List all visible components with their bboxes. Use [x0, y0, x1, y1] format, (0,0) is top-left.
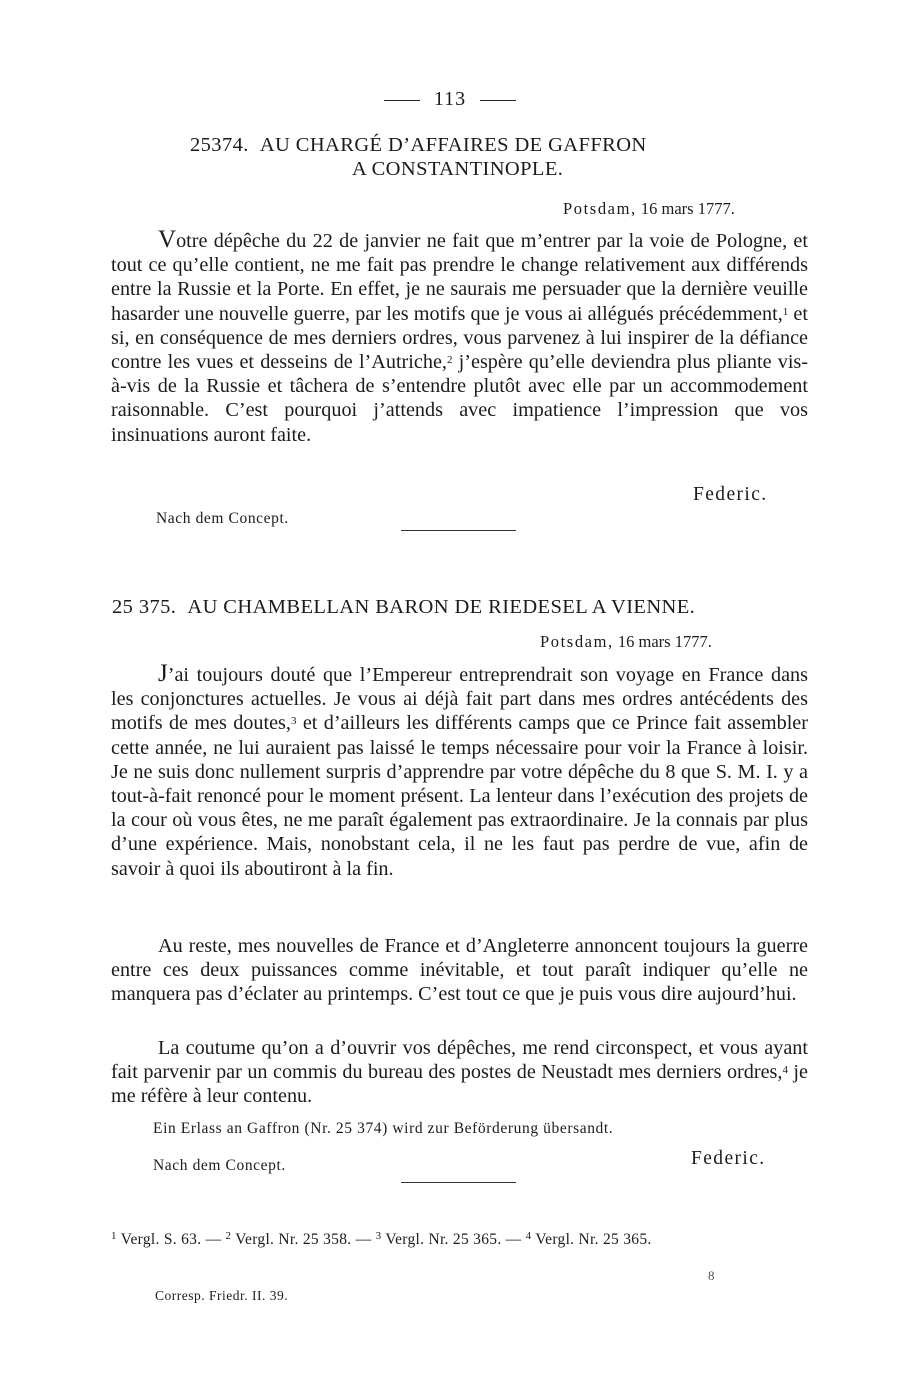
series-reference: Corresp. Friedr. II. 39.: [155, 1288, 289, 1303]
letter1-source-note: Nach dem Concept.: [156, 510, 289, 527]
letter2-dateline: [540, 632, 712, 652]
letter1-initial: V: [158, 226, 177, 253]
letter1-number: 25374.: [190, 134, 249, 156]
letter2-paragraph-2: Au reste, mes nouvelles de France et d’Angleterre annoncent toujours la guerre entre ces deux puissances comme inévitable, et tout paraît indiquer qu’elle ne manquera pas d’éclater au printemps. C’est tout ce que je puis vous dire aujourd’hui.: [111, 935, 808, 1006]
letter2-heading-text: AU CHAMBELLAN BARON DE RIEDESEL A VIENNE.: [187, 596, 696, 618]
letter2-enclosure-note: Ein Erlass an Gaffron (Nr. 25 374) wird zur Beförderung übersandt.: [153, 1120, 614, 1137]
footnote-text-2: Vergl. Nr. 25 358. —: [231, 1231, 376, 1248]
letter1-heading-line1: [190, 134, 647, 157]
letter1-body: Votre dépêche du 22 de janvier ne fait que m’entrer par la voie de Pologne, et tout ce qu’elle contient, ne me fait pas prendre le change relativement aux différends entre la Russie et la Porte. En effet, je ne saurais me persuader que la dernière veuille hasarder une nouvelle guerre, par les motifs que je vous ai allégués précédemment,$^1$ et si, en conséquence de mes derniers ordres, vous parvenez à lui inspirer de la défiance contre les vues et desseins de l’Autriche,$^2$ j’espère qu’elle deviendra plus pliante vis-à-vis de la Russie et tâchera de s’entendre plutôt avec elle par un accommodement raisonnable. C’est pourquoi j’attends avec impatience l’impression que vos insinuations auront faite.: [111, 226, 809, 446]
letter2-paragraph-3: La coutume qu’on a d’ouvrir vos dépêches, me rend circonspect, et vous ayant fait parvenir par un commis du bureau des postes de Neustadt mes derniers ordres,$^4$ je me réfère à leur contenu.: [111, 1037, 808, 1108]
letter1-dateline: [563, 199, 735, 219]
letter2-number: 25 375.: [112, 596, 177, 618]
page-number: 113: [0, 88, 900, 111]
footnote-number-4: 4: [525, 1230, 532, 1242]
page-number-dash-right: [480, 100, 516, 101]
footnote-text-4: Vergl. Nr. 25 365.: [531, 1231, 652, 1248]
letter1-place: Potsdam,: [563, 199, 637, 218]
footnote-number-1: 1: [111, 1230, 117, 1242]
letter1-heading-text: AU CHARGÉ D’AFFAIRES DE GAFFRON: [259, 134, 647, 156]
letter1-date: 16 mars 1777.: [640, 199, 735, 218]
signature-mark: 8: [708, 1268, 715, 1283]
letter2-initial: J: [158, 660, 168, 687]
footnotes: [111, 1228, 808, 1252]
letter2-paragraph-1: J’ai toujours douté que l’Empereur entreprendrait son voyage en France dans les conjonctures actuelles. Je vous ai déjà fait part dans mes ordres antécédents des motifs de mes doutes,$^3$ et d’ailleurs les différents camps que ce Prince fait assembler cette année, ne lui auraient pas laissé le temps nécessaire pour voir la France à loisir. Je ne suis donc nullement surpris d’apprendre par votre dépêche du 8 que S. M. I. y a tout-à-fait renoncé pour le moment présent. La lenteur dans l’exécution des projets de la cour où vous êtes, ne me paraît également pas extraordinaire. Je la connais par plus d’une expérience. Mais, nonobstant cela, il ne les faut pas perdre de vue, afin de savoir à quoi ils aboutiront à la fin.: [111, 660, 808, 880]
footnote-ref-2: 2: [446, 354, 453, 367]
footnote-number-3: 3: [375, 1230, 382, 1242]
footnote-ref-1: 1: [782, 305, 789, 318]
letter2-place: Potsdam,: [540, 632, 614, 651]
separator-rule-2: [401, 1182, 516, 1183]
letter2-date: 16 mars 1777.: [617, 632, 712, 651]
letter2-source-note: Nach dem Concept.: [153, 1157, 286, 1174]
letter2-heading: [112, 596, 695, 619]
letter1-signature: Federic.: [693, 484, 768, 505]
footnote-ref-4: 4: [782, 1064, 788, 1077]
letter2-signature: Federic.: [691, 1148, 766, 1169]
footnote-number-2: 2: [225, 1230, 232, 1242]
footnote-text-3: Vergl. Nr. 25 365. —: [381, 1231, 526, 1248]
footnote-text-1: Vergl. S. 63. —: [116, 1231, 226, 1248]
separator-rule: [401, 530, 516, 531]
letter1-heading-line2: A CONSTANTINOPLE.: [352, 158, 564, 180]
page-number-dash-left: [384, 100, 420, 101]
footnote-ref-3: 3: [290, 715, 297, 728]
